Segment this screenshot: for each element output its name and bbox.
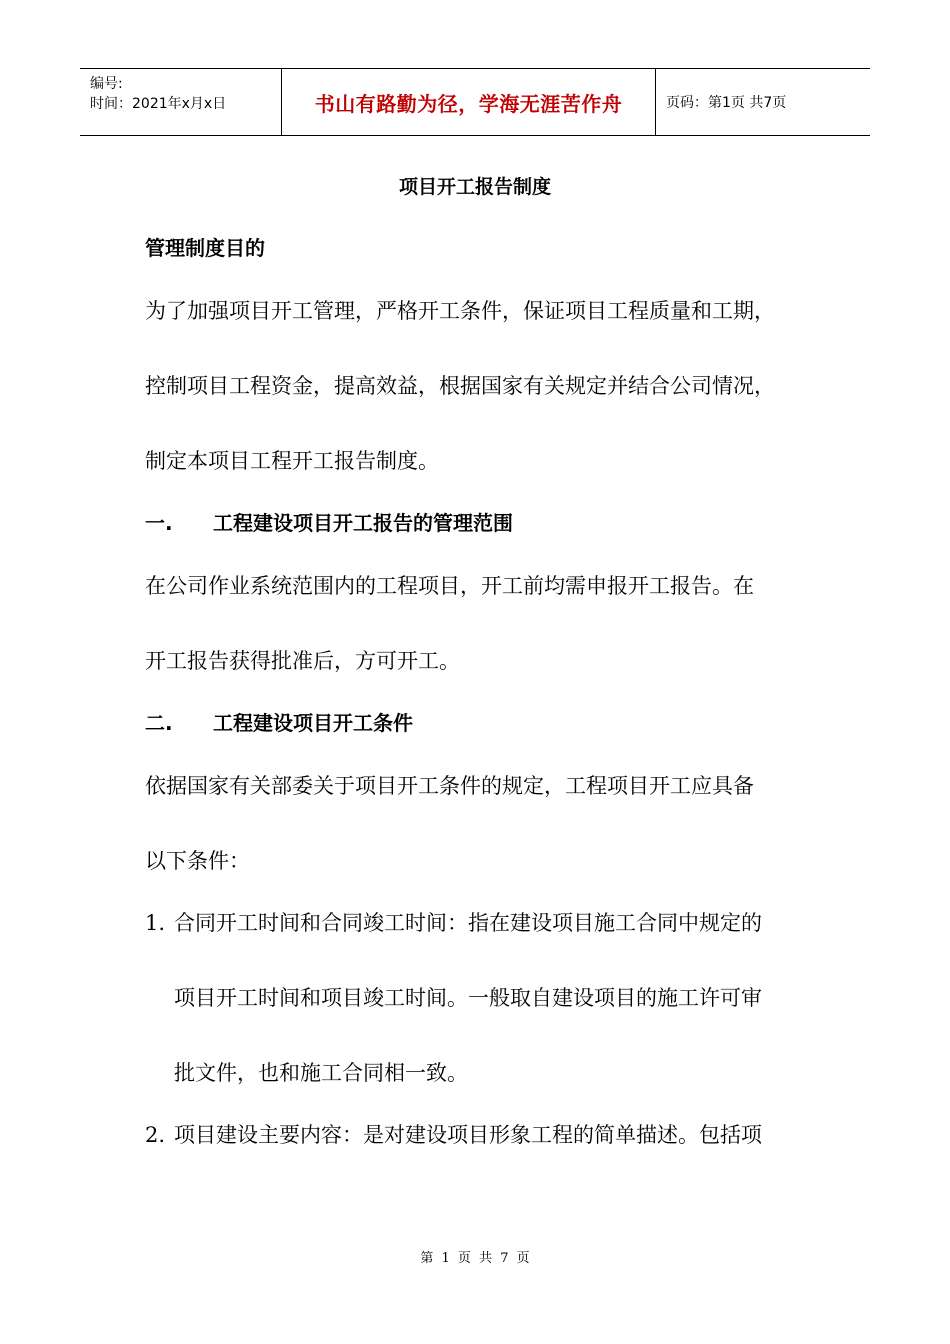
list-item-line: 批文件，也和施工合同相一致。 xyxy=(174,1061,468,1085)
section2-number: 二. xyxy=(145,711,173,735)
list-item-number: 1. xyxy=(145,911,166,935)
list-item xyxy=(145,907,762,937)
purpose-line: 制定本项目工程开工报告制度。 xyxy=(145,449,439,473)
section1-line: 在公司作业系统范围内的工程项目，开工前均需申报开工报告。在 xyxy=(145,574,754,598)
list-item-text: 项目建设主要内容：是对建设项目形象工程的简单描述。包括项 xyxy=(174,1123,762,1147)
list-item-line: 项目开工时间和项目竣工时间。一般取自建设项目的施工许可审 xyxy=(174,986,762,1010)
section1-number: 一. xyxy=(145,511,173,535)
section1-line: 开工报告获得批准后，方可开工。 xyxy=(145,649,460,673)
header-meta-cell xyxy=(80,69,282,135)
header-page-info: 页码：第1页 共7页 xyxy=(666,95,787,111)
purpose-line: 为了加强项目开工管理，严格开工条件，保证项目工程质量和工期， xyxy=(145,299,775,323)
serial-label: 编号: xyxy=(90,76,123,92)
time-label: 时间：2021年x月x日 xyxy=(90,96,227,112)
section2-line: 以下条件： xyxy=(145,849,250,873)
purpose-line: 控制项目工程资金，提高效益，根据国家有关规定并结合公司情况， xyxy=(145,374,775,398)
section2-title: 工程建设项目开工条件 xyxy=(213,711,413,735)
purpose-heading: 管理制度目的 xyxy=(145,236,265,260)
section2-heading xyxy=(145,707,413,736)
page-footer: 第 1 页 共 7 页 xyxy=(420,1251,530,1266)
list-item-number: 2. xyxy=(145,1123,166,1147)
list-item xyxy=(145,1119,762,1149)
section1-heading xyxy=(145,507,513,536)
header-table xyxy=(80,68,870,136)
motto-text: 书山有路勤为径，学海无涯苦作舟 xyxy=(314,91,623,116)
document-title: 项目开工报告制度 xyxy=(398,176,551,198)
section2-line: 依据国家有关部委关于项目开工条件的规定，工程项目开工应具备 xyxy=(145,774,754,798)
section1-title: 工程建设项目开工报告的管理范围 xyxy=(213,511,513,535)
list-item-text: 合同开工时间和合同竣工时间：指在建设项目施工合同中规定的 xyxy=(174,911,762,935)
header-motto-cell xyxy=(282,69,656,135)
